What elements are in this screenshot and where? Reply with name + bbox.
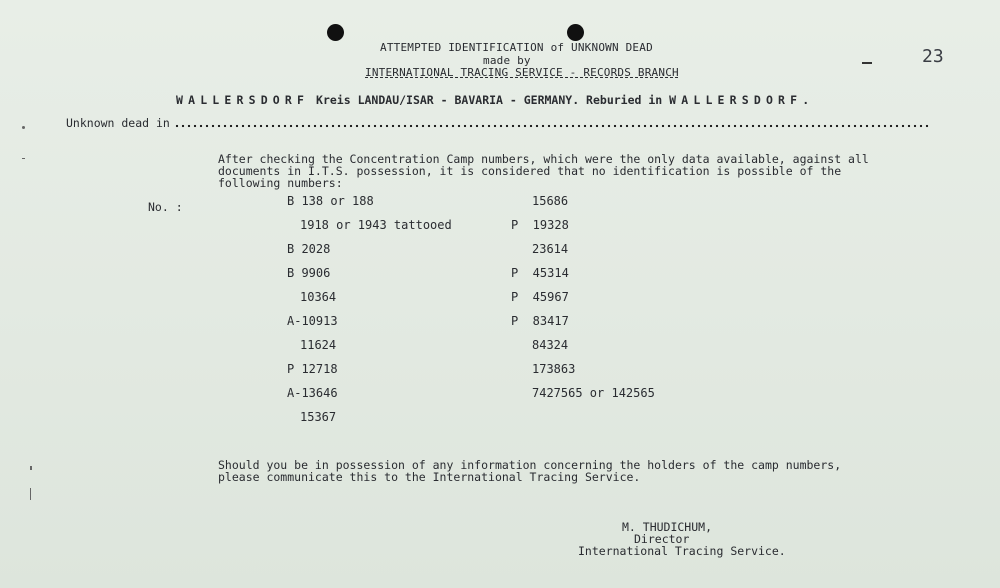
number-left: 10364 <box>300 290 337 304</box>
number-left: 15367 <box>300 410 337 424</box>
header-made-by: made by <box>483 54 531 67</box>
number-right: P 45967 <box>511 290 569 304</box>
number-right: P 83417 <box>511 314 569 328</box>
numbers-label: No. : <box>148 200 183 214</box>
number-left: B 2028 <box>287 242 331 256</box>
page-number: 23 <box>922 46 944 67</box>
punch-hole-right <box>567 24 584 41</box>
number-left: 1918 or 1943 tattooed <box>300 218 452 232</box>
margin-mark <box>22 126 25 129</box>
unknown-dead-label: Unknown dead in <box>66 116 170 130</box>
number-right: P 19328 <box>511 218 569 232</box>
number-left: B 9906 <box>287 266 331 280</box>
number-right: 7427565 or 142565 <box>532 386 655 400</box>
number-left: P 12718 <box>287 362 338 376</box>
number-right: 23614 <box>532 242 569 256</box>
dotted-fill-line <box>174 124 930 128</box>
closing-line-2: please communicate this to the International Tracing Service. <box>218 470 641 484</box>
intro-line-2: documents in I.T.S. possession, it is considered that no identification is possible of the <box>218 164 842 178</box>
signature-title: Director <box>634 532 690 546</box>
place-town: WALLERSDORF <box>176 93 310 107</box>
signature-name: M. THUDICHUM, <box>622 520 713 534</box>
reference-dash <box>862 62 872 64</box>
number-right: 84324 <box>532 338 569 352</box>
number-right: 15686 <box>532 194 569 208</box>
punch-hole-left <box>327 24 344 41</box>
intro-line-3: following numbers: <box>218 176 343 190</box>
margin-mark <box>30 466 32 470</box>
place-reburial-town: WALLERSDORF. <box>669 93 815 107</box>
margin-mark <box>30 488 31 500</box>
margin-mark <box>22 158 25 159</box>
number-left: A-10913 <box>287 314 338 328</box>
header-organization: INTERNATIONAL TRACING SERVICE - RECORDS BRANCH <box>365 66 679 79</box>
closing-line-1: Should you be in possession of any information concerning the holders of the camp numbers, <box>218 458 842 472</box>
intro-line-1: After checking the Concentration Camp numbers, which were the only data available, against all <box>218 152 869 166</box>
number-left: B 138 or 188 <box>287 194 374 208</box>
number-left: A-13646 <box>287 386 338 400</box>
place-region: Kreis LANDAU/ISAR - BAVARIA - GERMANY. Reburied in <box>316 93 663 107</box>
number-right: 173863 <box>532 362 576 376</box>
signature-organization: International Tracing Service. <box>578 544 786 558</box>
place-line <box>176 93 814 107</box>
header-title: ATTEMPTED IDENTIFICATION of UNKNOWN DEAD <box>380 41 653 54</box>
number-left: 11624 <box>300 338 337 352</box>
number-right: P 45314 <box>511 266 569 280</box>
